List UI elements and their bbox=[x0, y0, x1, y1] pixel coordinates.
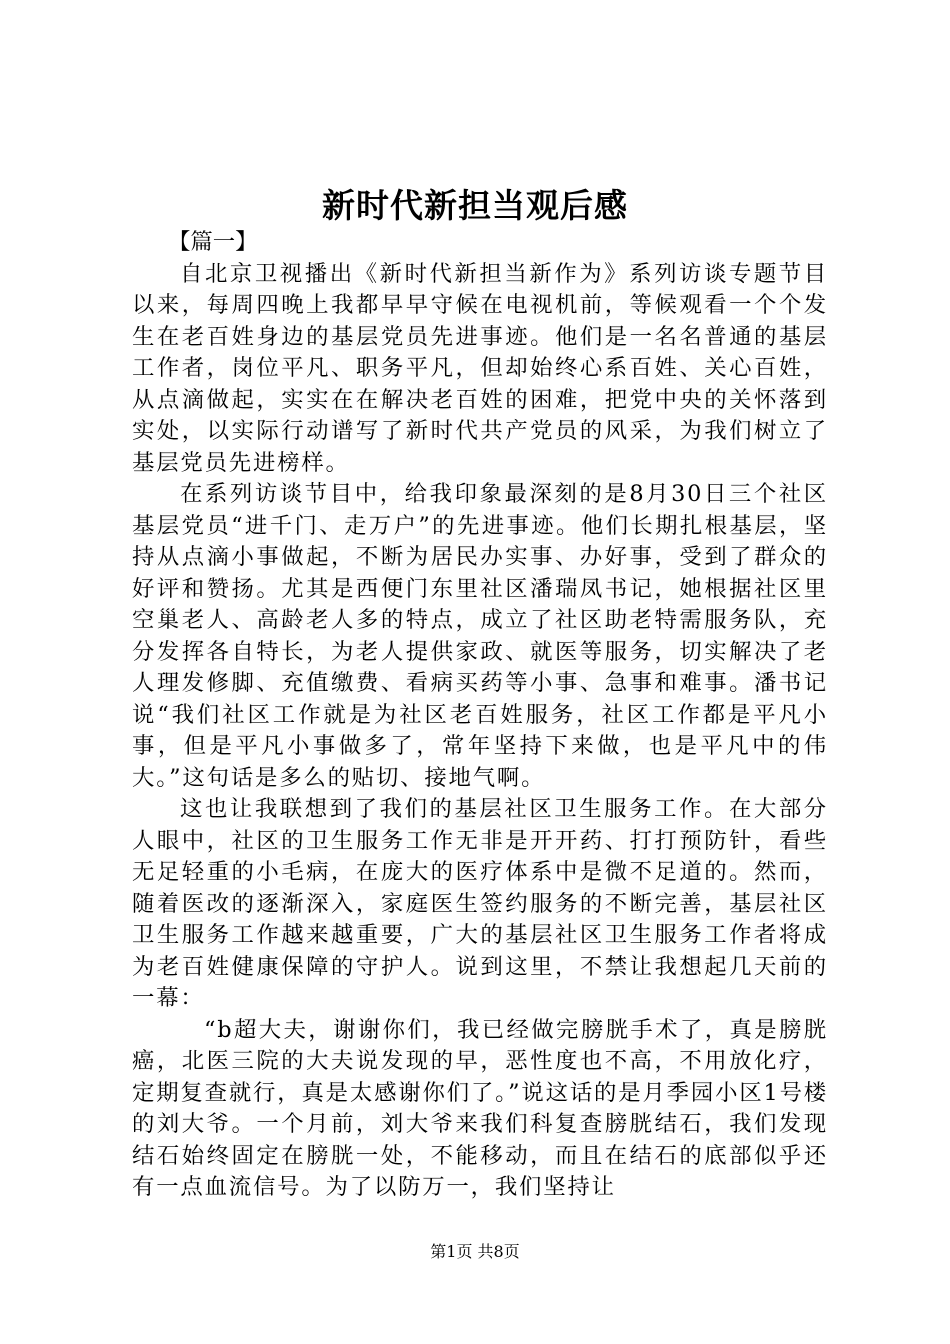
document-body bbox=[132, 227, 828, 1204]
page-footer: 第1页 共8页 bbox=[430, 1242, 520, 1261]
document-title: 新时代新担当观后感 bbox=[322, 186, 628, 225]
section-label: 【篇一】 bbox=[168, 229, 258, 255]
paragraph-3: 这也让我联想到了我们的基层社区卫生服务工作。在大部分人眼中，社区的卫生服务工作无非是开开药、打打预防针，看些无足轻重的小毛病，在庞大的医疗体系中是微不足道的。然而，随着医改的逐渐深入，家庭医生签约服务的不断完善，基层社区卫生服务工作越来越重要，广大的基层社区卫生服务工作者将成为老百姓健康保障的守护人。说到这里，不禁让我想起几天前的一幕： bbox=[132, 796, 828, 1011]
paragraph-4: “b超大夫，谢谢你们，我已经做完膀胱手术了，真是膀胱癌，北医三院的大夫说发现的早，恶性度也不高，不用放化疗，定期复查就行，真是太感谢你们了。”说这话的是月季园小区1号楼的刘大爷。一个月前，刘大爷来我们科复查膀胱结石，我们发现结石始终固定在膀胱一处，不能移动，而且在结石的底部似乎还有一点血流信号。为了以防万一，我们坚持让 bbox=[132, 1016, 828, 1200]
paragraph-2: 在系列访谈节目中，给我印象最深刻的是8月30日三个社区基层党员“进千门、走万户”的先进事迹。他们长期扎根基层，坚持从点滴小事做起，不断为居民办实事、办好事，受到了群众的好评和赞扬。尤其是西便门东里社区潘瑞凤书记，她根据社区里空巢老人、高龄老人多的特点，成立了社区助老特需服务队，充分发挥各自特长，为老人提供家政、就医等服务，切实解决了老人理发修脚、充值缴费、看病买药等小事、急事和难事。潘书记说“我们社区工作就是为社区老百姓服务，社区工作都是平凡小事，但是平凡小事做多了，常年坚持下来做，也是平凡中的伟大。”这句话是多么的贴切、接地气啊。 bbox=[132, 481, 828, 791]
paragraph-1: 自北京卫视播出《新时代新担当新作为》系列访谈专题节目以来，每周四晚上我都早早守候在电视机前，等候观看一个个发生在老百姓身边的基层党员先进事迹。他们是一名名普通的基层工作者，岗位平凡、职务平凡，但却始终心系百姓、关心百姓，从点滴做起，实实在在解决老百姓的困难，把党中央的关怀落到实处，以实际行动谱写了新时代共产党员的风采，为我们树立了基层党员先进榜样。 bbox=[132, 260, 828, 476]
